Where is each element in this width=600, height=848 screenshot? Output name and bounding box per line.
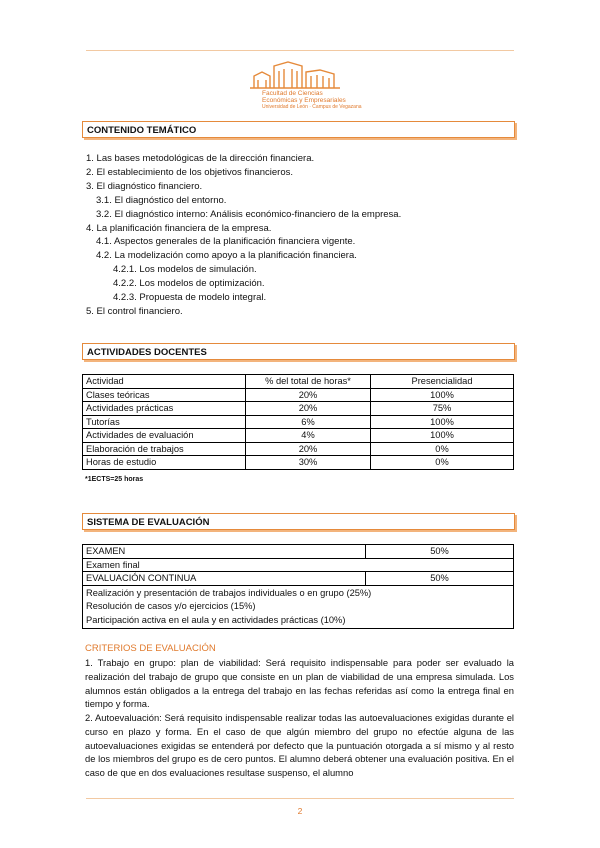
table-cell: 50%: [366, 545, 514, 559]
table-row: [83, 442, 514, 456]
list-item: 4.2.2. Los modelos de optimización.: [113, 278, 265, 290]
section-sistema-evaluacion: SISTEMA DE EVALUACIÓN: [82, 513, 515, 530]
table-cell: 50%: [366, 572, 514, 586]
table-cell: 0%: [371, 442, 514, 456]
table-row: [83, 456, 514, 470]
section-contenido-tematico: CONTENIDO TEMÁTICO: [82, 121, 515, 138]
continua-item: Realización y presentación de trabajos individuales o en grupo (25%): [86, 587, 372, 598]
table-cell: 100%: [371, 388, 514, 402]
table-cell: Elaboración de trabajos: [83, 442, 246, 456]
list-item: 4.2. La modelización como apoyo a la planificación financiera.: [96, 250, 357, 262]
table-cell: Actividades de evaluación: [83, 429, 246, 443]
table-row: [83, 402, 514, 416]
table-cell: 100%: [371, 429, 514, 443]
table-cell: 0%: [371, 456, 514, 470]
list-item: 4.2.1. Los modelos de simulación.: [113, 264, 257, 276]
table-cell: Actividades prácticas: [83, 402, 246, 416]
criterio-paragraph-1: 1. Trabajo en grupo: plan de viabilidad: Será requisito indispensable para poder ser evaluado la realización del trabajo de grupo que consiste en un plan de viabilidad de una empresa simulada. Los alumnos están obligados a la entrega del trabajo en las fechas referidas así como la entrega final en tiempo y forma.: [85, 657, 514, 710]
footer-rule: [86, 798, 514, 799]
header-cell: % del total de horas*: [246, 375, 371, 389]
logo-line-2: Económicas y Empresariales: [262, 97, 346, 104]
criterio-paragraph-2: 2. Autoevaluación: Será requisito indispensable realizar todas las autoevaluaciones exigidas durante el curso en plazo y forma. En el caso de que algún miembro del grupo no efectúe alguna de las autoevaluaciones exigidas se entenderá por defecto que la puntuación otorgada a sí mismo y al resto de los miembros del grupo es de cero puntos. El alumno deberá obtener una evaluación positiva. En el caso de que en dos evaluaciones resultase suspenso, el alumno: [85, 712, 514, 779]
table-row: [83, 429, 514, 443]
list-item: 4.2.3. Propuesta de modelo integral.: [113, 292, 267, 304]
section-actividades-docentes: ACTIVIDADES DOCENTES: [82, 343, 515, 360]
table-cell: Clases teóricas: [83, 388, 246, 402]
logo-line-3: Universidad de León · Campus de Vegazana: [262, 104, 362, 110]
list-item: 3.1. El diagnóstico del entorno.: [96, 194, 227, 206]
criterios-title: CRITERIOS DE EVALUACIÓN: [85, 643, 216, 654]
table-row: [83, 388, 514, 402]
table-header-row: [83, 375, 514, 389]
table-cell: EXAMEN: [83, 545, 366, 559]
table-row: [83, 415, 514, 429]
faculty-logo-text: [262, 90, 362, 111]
table-cell: 20%: [246, 442, 371, 456]
logo-line-1: Facultad de Ciencias: [262, 90, 323, 97]
table-row: [83, 545, 514, 559]
list-item: 4. La planificación financiera de la empresa.: [86, 222, 272, 234]
table-cell: [83, 585, 514, 629]
table-cell: 75%: [371, 402, 514, 416]
ects-note: *1ECTS=25 horas: [85, 476, 144, 483]
table-cell: 20%: [246, 402, 371, 416]
table-row: [83, 558, 514, 572]
list-item: 3. El diagnóstico financiero.: [86, 180, 203, 192]
contenido-list: [86, 152, 401, 319]
table-cell: 30%: [246, 456, 371, 470]
table-cell: 100%: [371, 415, 514, 429]
continua-item: Resolución de casos y/o ejercicios (15%): [86, 601, 256, 612]
table-row: [83, 585, 514, 629]
continua-item: Participación activa en el aula y en actividades prácticas (10%): [86, 614, 346, 625]
table-cell: Examen final: [83, 558, 514, 572]
list-item: 5. El control financiero.: [86, 305, 183, 317]
list-item: 1. Las bases metodológicas de la dirección financiera.: [86, 153, 315, 164]
evaluacion-table: [82, 544, 514, 629]
list-item: 4.1. Aspectos generales de la planificación financiera vigente.: [96, 236, 356, 248]
list-item: 2. El establecimiento de los objetivos financieros.: [86, 166, 294, 178]
table-cell: 4%: [246, 429, 371, 443]
header-rule: [86, 50, 514, 51]
header-cell: Presencialidad: [371, 375, 514, 389]
table-row: [83, 572, 514, 586]
table-cell: EVALUACIÓN CONTINUA: [83, 572, 366, 586]
table-cell: Horas de estudio: [83, 456, 246, 470]
table-cell: Tutorías: [83, 415, 246, 429]
list-item: 3.2. El diagnóstico interno: Análisis económico-financiero de la empresa.: [96, 208, 402, 220]
page-number: 2: [297, 806, 303, 816]
header-cell: Actividad: [83, 375, 246, 389]
table-cell: 6%: [246, 415, 371, 429]
actividades-table: [82, 374, 514, 470]
table-cell: 20%: [246, 388, 371, 402]
